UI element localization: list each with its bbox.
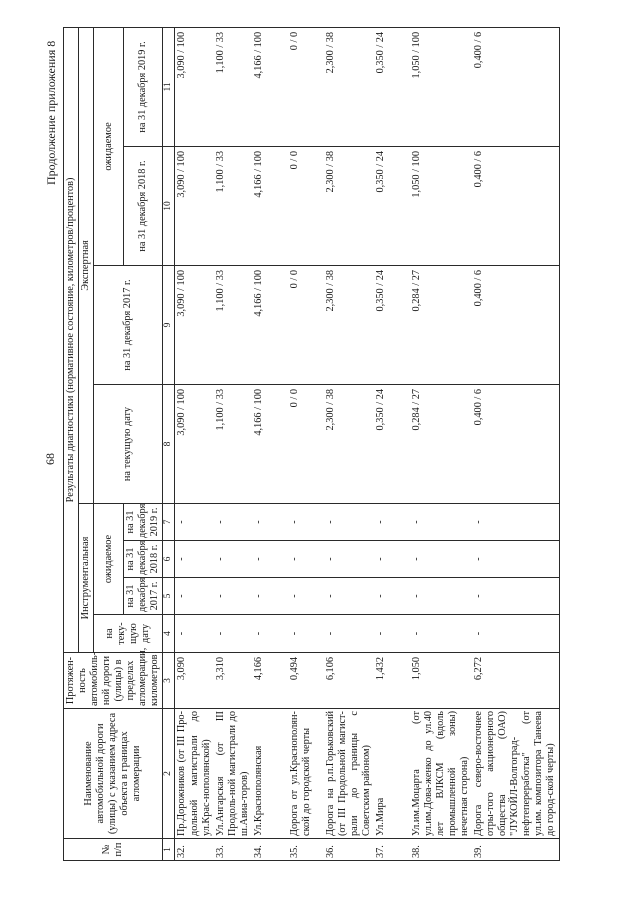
instr-current: - — [214, 615, 252, 653]
instr-2018: - — [288, 541, 324, 578]
header-instrumental: Инструментальная — [79, 504, 94, 653]
column-number-row — [163, 27, 175, 860]
header-current-expert: на текущую дату — [94, 385, 163, 504]
road-name: Пр.Дорожников (от III Про-дольной магистрали до ул.Крас-нополянской) — [175, 709, 214, 839]
table-row — [324, 27, 374, 860]
instr-current: - — [324, 615, 374, 653]
expert-2017: 2,300 / 38 — [324, 266, 374, 385]
page-number: 68 — [43, 453, 57, 465]
table-row — [472, 27, 559, 860]
row-number: 33. — [214, 839, 252, 861]
instr-current: - — [374, 615, 410, 653]
road-length: 3,090 — [175, 653, 214, 709]
expert-current: 0,284 / 27 — [410, 385, 472, 504]
expert-current: 0 / 0 — [288, 385, 324, 504]
road-name: Ул.Мира — [374, 709, 410, 839]
table-row — [214, 27, 252, 860]
col-num-5: 5 — [163, 578, 175, 615]
instr-2017: - — [472, 578, 559, 615]
expert-2017: 0,284 / 27 — [410, 266, 472, 385]
expert-2018: 0 / 0 — [288, 147, 324, 266]
road-name: Дорога от ул.Краснополян-ской до городской черты — [288, 709, 324, 839]
col-num-8: 8 — [163, 385, 175, 504]
table-row — [410, 27, 472, 860]
expert-2019: 2,300 / 38 — [324, 27, 374, 146]
row-number: 35. — [288, 839, 324, 861]
road-length: 1,432 — [374, 653, 410, 709]
col-num-6: 6 — [163, 541, 175, 578]
instr-2019: - — [252, 504, 288, 541]
expert-2019: 1,100 / 33 — [214, 27, 252, 146]
expert-2017: 1,100 / 33 — [214, 266, 252, 385]
instr-2018: - — [374, 541, 410, 578]
instr-2018: - — [252, 541, 288, 578]
road-name: Ул.им.Моцарта (от ул.им.Дова-женко до ул.40 лет ВЛКСМ (вдоль промышленной зоны) нечетная сторона) — [410, 709, 472, 839]
expert-2018: 1,100 / 33 — [214, 147, 252, 266]
road-length: 3,310 — [214, 653, 252, 709]
expert-2019: 4,166 / 100 — [252, 27, 288, 146]
header-2017-expert: на 31 декабря 2017 г. — [94, 266, 163, 385]
col-num-3: 3 — [163, 653, 175, 709]
expert-2019: 3,090 / 100 — [175, 27, 214, 146]
header-length: Протяжен-ность автомобиль-ной дороги (улицы) в пределах агломерации, километров — [64, 653, 163, 709]
table-row — [252, 27, 288, 860]
instr-2019: - — [324, 504, 374, 541]
table-row — [288, 27, 324, 860]
header-name: Наименование автомобильной дороги (улицы) с указанием адреса объекта в границах агломерации — [64, 709, 163, 839]
expert-2019: 0,350 / 24 — [374, 27, 410, 146]
instr-2017: - — [288, 578, 324, 615]
instr-2018: - — [214, 541, 252, 578]
expert-2019: 0 / 0 — [288, 27, 324, 146]
road-length: 6,272 — [472, 653, 559, 709]
header-results: Результаты диагностики (нормативное состояние, километров/процентов) — [64, 27, 79, 652]
header-2017-instr: на 31 декабря 2017 г. — [124, 578, 163, 615]
road-name: Дорога северо-восточнее отры-того акционерного общества (ОАО) "ЛУКОЙЛ-Волгоград-нефтепереработка" (от ул.им. композитора Танеева до город-ской черты) — [472, 709, 559, 839]
diagnostics-table — [63, 27, 560, 861]
expert-2019: 0,400 / 6 — [472, 27, 559, 146]
header-expected-instr: ожидаемое — [94, 504, 124, 615]
road-name: Ул.Ангарская (от III Продоль-ной магистрали до ш.Авиа-торов) — [214, 709, 252, 839]
road-name: Ул.Краснополянская — [252, 709, 288, 839]
header-expert: Экспертная — [79, 27, 94, 503]
instr-2017: - — [175, 578, 214, 615]
header-expected-expert: ожидаемое — [94, 27, 124, 265]
expert-2017: 0,400 / 6 — [472, 266, 559, 385]
col-num-7: 7 — [163, 504, 175, 541]
instr-2018: - — [175, 541, 214, 578]
instr-2017: - — [374, 578, 410, 615]
instr-2019: - — [214, 504, 252, 541]
expert-current: 4,166 / 100 — [252, 385, 288, 504]
col-num-10: 10 — [163, 147, 175, 266]
expert-2018: 4,166 / 100 — [252, 147, 288, 266]
instr-current: - — [288, 615, 324, 653]
table-body — [175, 27, 559, 860]
header-2019-instr: на 31 декабря 2019 г. — [124, 504, 163, 541]
row-number: 38. — [410, 839, 472, 861]
expert-2017: 0,350 / 24 — [374, 266, 410, 385]
header-2018-expert: на 31 декабря 2018 г. — [124, 147, 163, 266]
instr-2019: - — [410, 504, 472, 541]
expert-2018: 0,400 / 6 — [472, 147, 559, 266]
header-num: № п/п — [64, 839, 163, 861]
col-num-1: 1 — [163, 839, 175, 861]
col-num-11: 11 — [163, 27, 175, 146]
instr-2019: - — [374, 504, 410, 541]
instr-2018: - — [410, 541, 472, 578]
row-number: 39. — [472, 839, 559, 861]
col-num-4: 4 — [163, 615, 175, 653]
header-2018-instr: на 31 декабря 2018 г. — [124, 541, 163, 578]
expert-2018: 1,050 / 100 — [410, 147, 472, 266]
instr-2018: - — [472, 541, 559, 578]
expert-2017: 0 / 0 — [288, 266, 324, 385]
expert-current: 3,090 / 100 — [175, 385, 214, 504]
instr-2017: - — [324, 578, 374, 615]
table-row — [374, 27, 410, 860]
instr-2019: - — [288, 504, 324, 541]
expert-2018: 3,090 / 100 — [175, 147, 214, 266]
instr-current: - — [252, 615, 288, 653]
expert-2018: 2,300 / 38 — [324, 147, 374, 266]
header-current-instr: на теку-щую дату — [94, 615, 163, 653]
expert-2018: 0,350 / 24 — [374, 147, 410, 266]
instr-2019: - — [175, 504, 214, 541]
continuation-caption: Продолжение приложения 8 — [44, 40, 58, 185]
table-row — [175, 27, 214, 860]
instr-2017: - — [214, 578, 252, 615]
header-2019-expert: на 31 декабря 2019 г. — [124, 27, 163, 146]
row-number: 32. — [175, 839, 214, 861]
instr-2017: - — [410, 578, 472, 615]
row-number: 37. — [374, 839, 410, 861]
expert-2019: 1,050 / 100 — [410, 27, 472, 146]
expert-current: 0,400 / 6 — [472, 385, 559, 504]
road-length: 6,106 — [324, 653, 374, 709]
expert-2017: 4,166 / 100 — [252, 266, 288, 385]
col-num-9: 9 — [163, 266, 175, 385]
road-length: 4,166 — [252, 653, 288, 709]
expert-current: 0,350 / 24 — [374, 385, 410, 504]
road-name: Дорога на р.п.Горьковский (от III Продольной магист-рали до границы с Советским районом) — [324, 709, 374, 839]
row-number: 36. — [324, 839, 374, 861]
col-num-2: 2 — [163, 709, 175, 839]
instr-current: - — [410, 615, 472, 653]
expert-current: 1,100 / 33 — [214, 385, 252, 504]
expert-2017: 3,090 / 100 — [175, 266, 214, 385]
road-length: 0,494 — [288, 653, 324, 709]
instr-current: - — [175, 615, 214, 653]
instr-current: - — [472, 615, 559, 653]
row-number: 34. — [252, 839, 288, 861]
instr-2018: - — [324, 541, 374, 578]
expert-current: 2,300 / 38 — [324, 385, 374, 504]
instr-2019: - — [472, 504, 559, 541]
instr-2017: - — [252, 578, 288, 615]
road-length: 1,050 — [410, 653, 472, 709]
